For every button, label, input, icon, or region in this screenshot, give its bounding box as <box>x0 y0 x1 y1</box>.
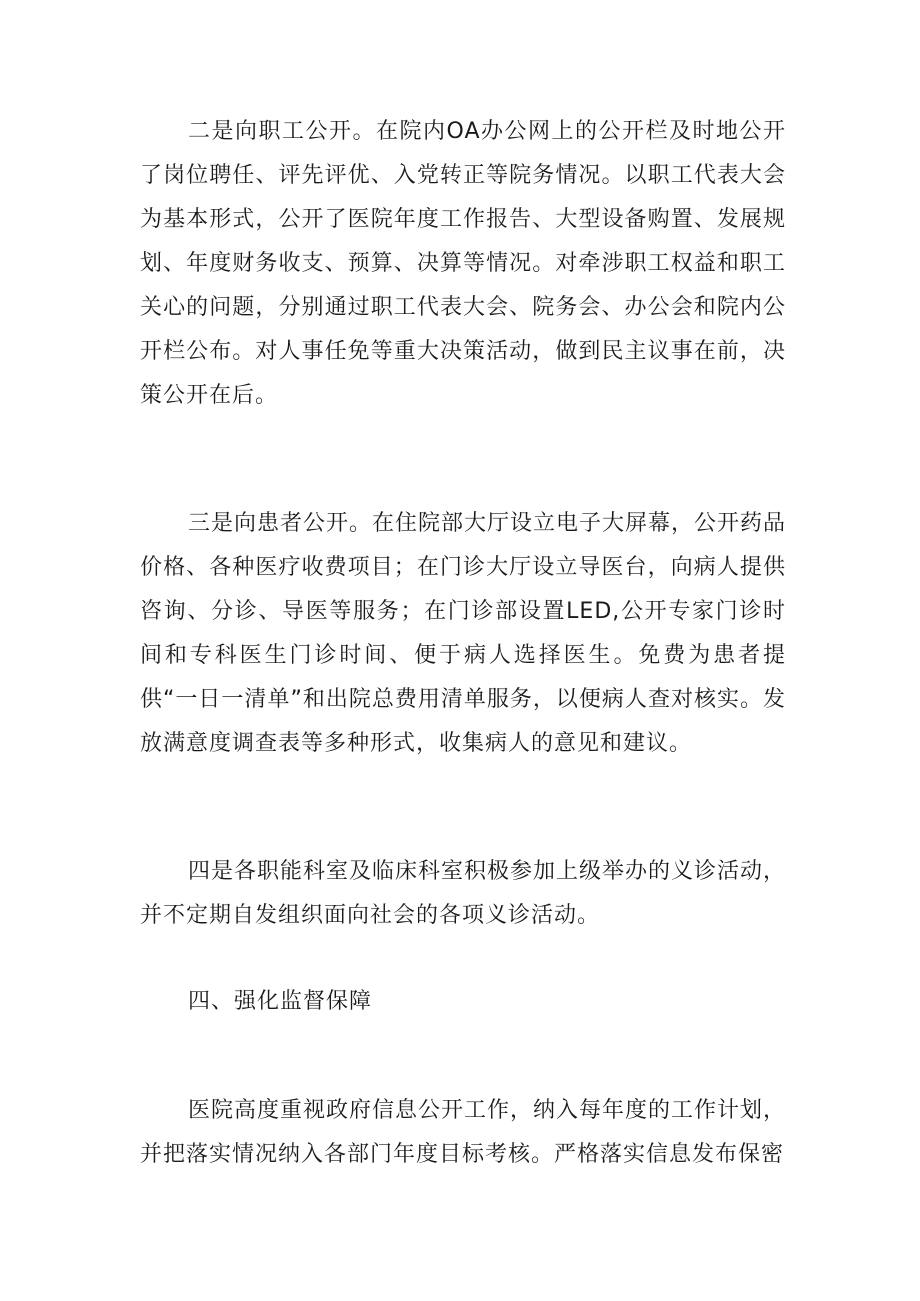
paragraph-free-clinic: 四是各职能科室及临床科室积极参加上级举办的义诊活动，并不定期自发组织面向社会的各项义诊活动。 <box>140 859 787 928</box>
paragraph-supervision: 医院高度重视政府信息公开工作，纳入每年度的工作计划，并把落实情况纳入各部门年度目标考核。严格落实信息发布保密 <box>140 1098 787 1167</box>
paragraph-staff-disclosure: 二是向职工公开。在院内OA办公网上的公开栏及时地公开了岗位聘任、评先评优、入党转正等院务情况。以职工代表大会为基本形式，公开了医院年度工作报告、大型设备购置、发展规划、年度财务收支、预算、决算等情况。对牵涉职工权益和职工关心的问题，分别通过职工代表大会、院务会、办公会和院内公开栏公布。对人事任免等重大决策活动，做到民主议事在前，决策公开在后。 <box>140 119 786 408</box>
paragraph-patient-disclosure: 三是向患者公开。在住院部大厅设立电子大屏幕，公开药品价格、各种医疗收费项目；在门诊大厅设立导医台，向病人提供咨询、分诊、导医等服务；在门诊部设置LED,公开专家门诊时间和专科医生门诊时间、便于病人选择医生。免费为患者提供“一日一清单”和出院总费用清单服务，以便病人查对核实。发放满意度调查表等多种形式，收集病人的意见和建议。 <box>140 511 787 756</box>
section-heading: 四、强化监督保障 <box>188 989 373 1014</box>
